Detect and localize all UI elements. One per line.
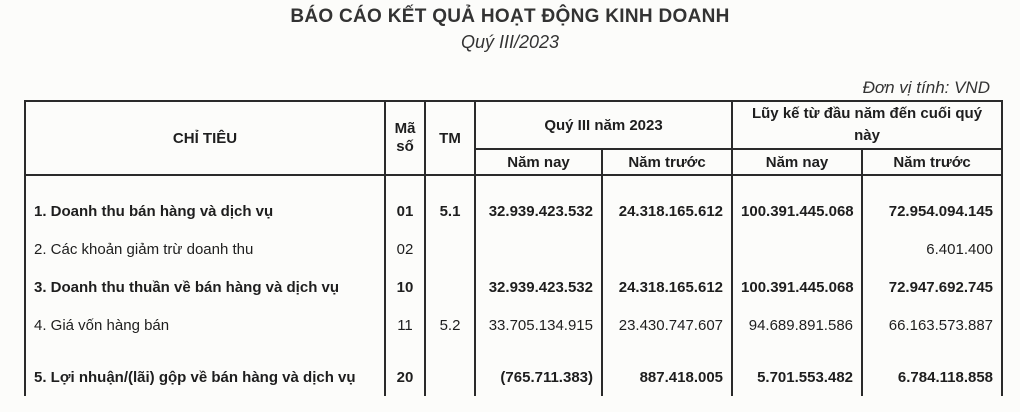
row-quarter-last-year: 24.318.165.612 <box>602 175 732 230</box>
row-quarter-this-year: 32.939.423.532 <box>475 175 602 230</box>
table-row <box>25 268 1002 306</box>
row-code: 01 <box>385 175 425 230</box>
row-code: 11 <box>385 306 425 344</box>
row-note <box>425 344 475 396</box>
table-row <box>25 306 1002 344</box>
row-quarter-this-year: 33.705.134.915 <box>475 306 602 344</box>
table-row <box>25 344 1002 396</box>
row-note <box>425 268 475 306</box>
row-quarter-last-year: 24.318.165.612 <box>602 268 732 306</box>
header-indicator: CHỈ TIÊU <box>25 101 385 175</box>
row-cumulative-this-year: 94.689.891.586 <box>732 306 862 344</box>
unit-label: Đơn vị tính: VND <box>862 78 990 97</box>
row-quarter-this-year: (765.711.383) <box>475 344 602 396</box>
row-name: 2. Các khoản giảm trừ doanh thu <box>25 230 385 268</box>
table-row <box>25 230 1002 268</box>
header-quarter-this-year: Năm nay <box>475 149 602 175</box>
header-cumulative: Lũy kế từ đầu năm đến cuối quý này <box>732 101 1002 149</box>
row-quarter-this-year <box>475 230 602 268</box>
row-cumulative-this-year: 100.391.445.068 <box>732 268 862 306</box>
row-quarter-last-year <box>602 230 732 268</box>
row-name: 5. Lợi nhuận/(lãi) gộp về bán hàng và dịch vụ <box>25 344 385 396</box>
row-cumulative-last-year: 6.401.400 <box>862 230 1002 268</box>
header-quarter: Quý III năm 2023 <box>475 101 732 149</box>
row-code: 10 <box>385 268 425 306</box>
row-cumulative-last-year: 66.163.573.887 <box>862 306 1002 344</box>
report-subtitle: Quý III/2023 <box>460 32 560 52</box>
row-name: 3. Doanh thu thuần về bán hàng và dịch vụ <box>25 268 385 306</box>
row-quarter-this-year: 32.939.423.532 <box>475 268 602 306</box>
header-cumulative-last-year: Năm trước <box>862 149 1002 175</box>
row-cumulative-this-year: 5.701.553.482 <box>732 344 862 396</box>
row-quarter-last-year: 23.430.747.607 <box>602 306 732 344</box>
row-code: 02 <box>385 230 425 268</box>
row-name: 1. Doanh thu bán hàng và dịch vụ <box>25 175 385 230</box>
header-quarter-last-year: Năm trước <box>602 149 732 175</box>
header-cumulative-this-year: Năm nay <box>732 149 862 175</box>
header-code: Mã số <box>385 101 425 175</box>
row-cumulative-this-year: 100.391.445.068 <box>732 175 862 230</box>
row-name: 4. Giá vốn hàng bán <box>25 306 385 344</box>
row-note <box>425 230 475 268</box>
row-note: 5.2 <box>425 306 475 344</box>
income-statement-table <box>24 100 1003 396</box>
row-cumulative-last-year: 72.954.094.145 <box>862 175 1002 230</box>
row-note: 5.1 <box>425 175 475 230</box>
row-code: 20 <box>385 344 425 396</box>
row-cumulative-last-year: 72.947.692.745 <box>862 268 1002 306</box>
row-cumulative-last-year: 6.784.118.858 <box>862 344 1002 396</box>
header-note: TM <box>425 101 475 175</box>
row-quarter-last-year: 887.418.005 <box>602 344 732 396</box>
report-title: BÁO CÁO KẾT QUẢ HOẠT ĐỘNG KINH DOANH <box>290 6 730 27</box>
table-row <box>25 175 1002 230</box>
row-cumulative-this-year <box>732 230 862 268</box>
